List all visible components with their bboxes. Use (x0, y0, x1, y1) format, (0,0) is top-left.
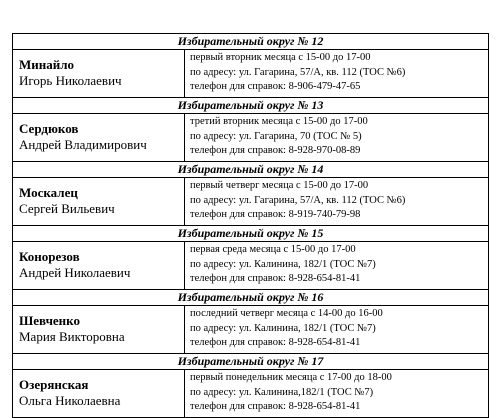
reception-info-cell (185, 114, 489, 162)
deputy-given-names: Андрей Владимирович (19, 137, 147, 152)
district-header: Избирательный округ № 14 (13, 162, 489, 178)
reception-schedule: последний четверг месяца с 14-00 до 16-00 (190, 308, 383, 319)
deputy-surname: Москалец (19, 185, 78, 200)
district-header-row (13, 162, 489, 178)
reception-schedule: первый вторник месяца с 15-00 до 17-00 (190, 52, 371, 63)
deputy-row (13, 306, 489, 354)
district-header: Избирательный округ № 12 (13, 34, 489, 50)
district-header-row (13, 98, 489, 114)
deputy-row (13, 242, 489, 290)
reception-schedule-table (12, 33, 489, 418)
reception-schedule: первый понедельник месяца с 17-00 до 18-00 (190, 372, 392, 383)
reception-phone: телефон для справок: 8-928-970-08-89 (190, 145, 361, 156)
reception-info-cell (185, 178, 489, 226)
deputy-name-cell (13, 306, 185, 354)
district-header-row (13, 354, 489, 370)
reception-info-cell (185, 306, 489, 354)
reception-address: по адресу: ул. Гагарина, 70 (ТОС № 5) (190, 130, 362, 142)
reception-phone: телефон для справок: 8-919-740-79-98 (190, 209, 361, 220)
district-header: Избирательный округ № 17 (13, 354, 489, 370)
reception-phone: телефон для справок: 8-928-654-81-41 (190, 273, 361, 284)
district-header: Избирательный округ № 13 (13, 98, 489, 114)
reception-schedule: третий вторник месяца с 15-00 до 17-00 (190, 116, 368, 127)
district-header-row (13, 34, 489, 50)
deputy-given-names: Мария Викторовна (19, 329, 125, 344)
deputy-name-cell (13, 178, 185, 226)
reception-address: по адресу: ул. Калинина, 182/1 (ТОС №7) (190, 322, 376, 334)
deputy-given-names: Андрей Николаевич (19, 265, 131, 280)
reception-info-cell (185, 242, 489, 290)
district-header: Избирательный округ № 16 (13, 290, 489, 306)
reception-phone: телефон для справок: 8-928-654-81-41 (190, 337, 361, 348)
district-header-row (13, 290, 489, 306)
reception-phone: телефон для справок: 8-906-479-47-65 (190, 81, 361, 92)
reception-address: по адресу: ул. Гагарина, 57/А, кв. 112 (ТОС №6) (190, 194, 406, 206)
deputy-name-cell (13, 242, 185, 290)
reception-schedule: первый четверг месяца с 15-00 до 17-00 (190, 180, 369, 191)
deputy-surname: Сердюков (19, 121, 79, 136)
deputy-surname: Конорезов (19, 249, 80, 264)
reception-phone: телефон для справок: 8-928-654-81-41 (190, 401, 361, 412)
deputy-row (13, 50, 489, 98)
reception-address: по адресу: ул. Калинина, 182/1 (ТОС №7) (190, 258, 376, 270)
deputy-given-names: Ольга Николаевна (19, 393, 121, 408)
deputy-name-cell (13, 114, 185, 162)
deputy-surname: Шевченко (19, 313, 80, 328)
district-header-row (13, 226, 489, 242)
reception-info-cell (185, 50, 489, 98)
reception-address: по адресу: ул. Гагарина, 57/А, кв. 112 (ТОС №6) (190, 66, 406, 78)
reception-info-cell (185, 370, 489, 418)
deputy-surname: Минайло (19, 57, 75, 72)
deputy-row (13, 114, 489, 162)
deputy-name-cell (13, 50, 185, 98)
deputy-row (13, 370, 489, 418)
district-header: Избирательный округ № 15 (13, 226, 489, 242)
deputy-given-names: Игорь Николаевич (19, 73, 122, 88)
reception-schedule: первая среда месяца с 15-00 до 17-00 (190, 244, 356, 255)
reception-address: по адресу: ул. Калинина,182/1 (ТОС №7) (190, 386, 374, 398)
deputy-given-names: Сергей Вильевич (19, 201, 115, 216)
deputy-name-cell (13, 370, 185, 418)
deputy-surname: Озерянская (19, 377, 89, 392)
deputy-row (13, 178, 489, 226)
